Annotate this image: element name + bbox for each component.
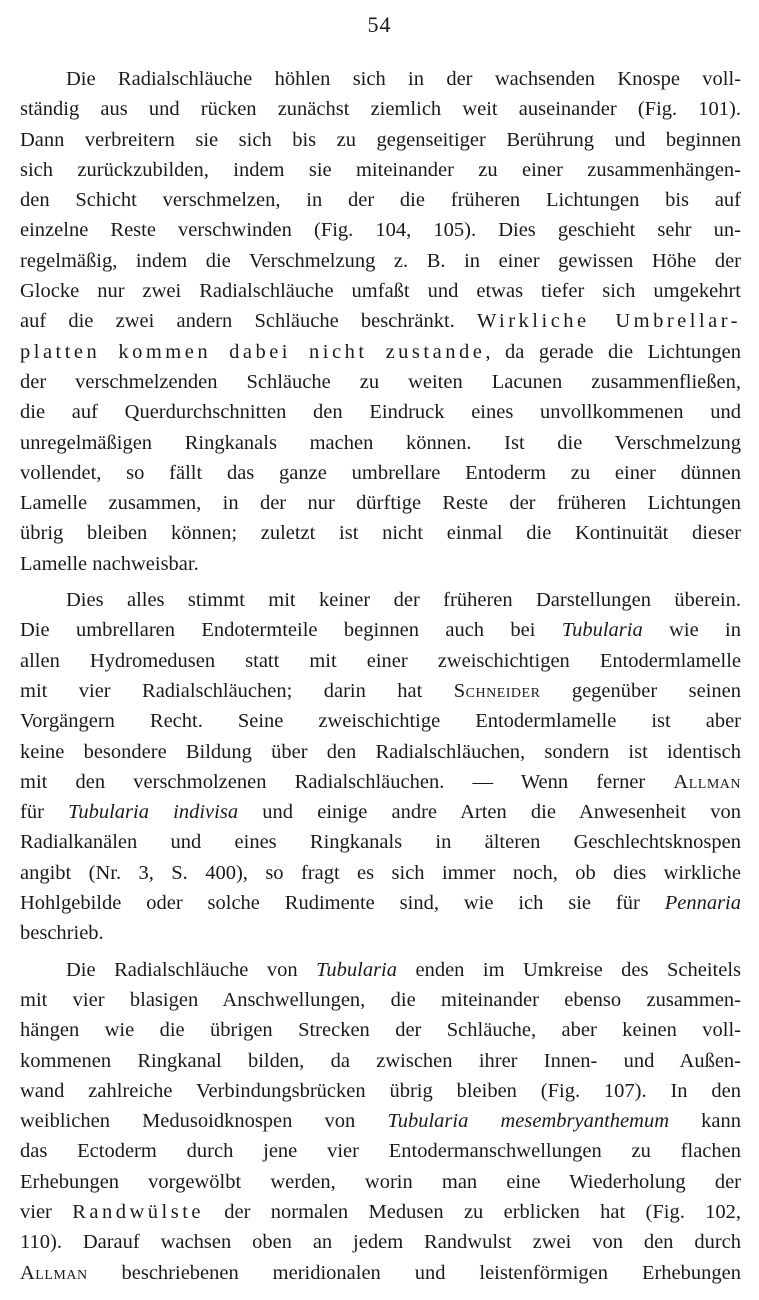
text-line — [20, 1197, 741, 1227]
text-line: sich zurückzubilden, indem sie miteinander zu einer zusammenhängen- — [20, 158, 741, 181]
spaced-run: platten kommen dabei nicht zustande — [20, 340, 486, 363]
text-line: Vorgängern Recht. Seine zweischichtige Entodermlamelle ist aber — [20, 710, 741, 733]
text-run: vier — [20, 1200, 73, 1223]
text-line: unregelmäßigen Ringkanals machen können. Ist die Verschmelzung — [20, 431, 741, 454]
text-line: Lamelle zusammen, in der nur dürftige Reste der früheren Lichtungen — [20, 492, 741, 515]
text-run: , da gerade die Lichtungen — [485, 340, 741, 363]
text-line — [20, 767, 741, 797]
text-line: Radialkanälen und eines Ringkanals in älteren Geschlechtsknospen — [20, 831, 741, 854]
text-line: angibt (Nr. 3, S. 400), so fragt es sich immer noch, ob dies wirkliche — [20, 861, 741, 884]
italic-run: Pennaria — [664, 892, 741, 915]
body-text — [20, 64, 741, 1288]
text-run: für — [20, 801, 69, 824]
text-run: gegenüber seinen — [540, 679, 741, 702]
text-line: wand zahlreiche Verbindungsbrücken übrig bleiben (Fig. 107). In den — [20, 1079, 741, 1102]
italic-run: Tubularia mesembryanthemum — [387, 1110, 670, 1133]
text-line — [20, 888, 741, 918]
text-run: enden im Umkreise des Scheitels — [397, 958, 741, 981]
text-line — [20, 306, 741, 336]
spaced-run: Randwülste — [72, 1200, 204, 1223]
text-run: mit den verschmolzenen Radialschläuchen. — Wenn ferner — [20, 770, 674, 793]
text-line — [20, 1106, 741, 1136]
text-line: einzelne Reste verschwinden (Fig. 104, 105). Dies geschieht sehr un- — [20, 219, 741, 242]
text-run: weiblichen Medusoidknospen von — [20, 1110, 388, 1133]
text-run: Die umbrellaren Endotermteile beginnen auch bei — [20, 619, 562, 642]
text-run: mit vier Radialschläuchen; darin hat — [20, 679, 454, 702]
italic-run: Tubularia — [316, 958, 397, 981]
text-line: übrig bleiben können; zuletzt ist nicht einmal die Kontinuität dieser — [20, 522, 741, 545]
text-line: keine besondere Bildung über den Radialschläuchen, sondern ist identisch — [20, 740, 741, 763]
text-line: der verschmelzenden Schläuche zu weiten Lacunen zusammenfließen, — [20, 370, 741, 393]
text-run: wie in — [642, 619, 741, 642]
text-line: kommenen Ringkanal bilden, da zwischen ihrer Innen- und Außen- — [20, 1049, 741, 1072]
text-run: Hohlgebilde oder solche Rudimente sind, wie ich sie für — [20, 892, 665, 915]
text-run: der normalen Medusen zu erblicken hat (Fig. 102, — [203, 1200, 742, 1223]
italic-run: Tubularia — [561, 619, 643, 642]
text-line: ständig aus und rücken zunächst ziemlich weit auseinander (Fig. 101). — [20, 98, 741, 121]
text-line — [20, 797, 741, 827]
text-line: Glocke nur zwei Radialschläuche umfaßt und etwas tiefer sich umgekehrt — [20, 280, 741, 303]
text-line — [20, 337, 741, 367]
paragraph — [20, 64, 741, 579]
text-run: kann — [669, 1110, 742, 1133]
text-line: den Schicht verschmelzen, in der die früheren Lichtungen bis auf — [20, 189, 741, 212]
page-number: 54 — [367, 12, 392, 37]
text-line: Dies alles stimmt mit keiner der früheren Darstellungen überein. — [66, 589, 741, 612]
text-line — [20, 676, 741, 706]
paragraph — [20, 585, 741, 949]
small-caps-run: Allman — [673, 770, 741, 793]
small-caps-run: Allman — [20, 1261, 88, 1284]
italic-run: Tubularia indivisa — [68, 801, 239, 824]
text-line: allen Hydromedusen statt mit einer zweischichtigen Entodermlamelle — [20, 649, 741, 672]
text-run: auf die zwei andern Schläuche beschränkt. — [20, 310, 477, 333]
paragraph — [20, 955, 741, 1288]
text-run: Die Radialschläuche von — [66, 958, 317, 981]
text-line — [20, 1258, 741, 1288]
text-line: die auf Querdurchschnitten den Eindruck eines unvollkommenen und — [20, 401, 741, 424]
text-line — [20, 955, 741, 985]
text-line: mit vier blasigen Anschwellungen, die miteinander ebenso zusammen- — [20, 988, 741, 1011]
text-line — [20, 615, 741, 645]
text-line: Erhebungen vorgewölbt werden, worin man eine Wiederholung der — [20, 1170, 741, 1193]
text-line: hängen wie die übrigen Strecken der Schläuche, aber keinen voll- — [20, 1019, 741, 1042]
text-line: beschrieb. — [20, 922, 104, 945]
text-line: Die Radialschläuche höhlen sich in der wachsenden Knospe voll- — [66, 68, 741, 90]
text-line: 110). Darauf wachsen oben an jedem Randwulst zwei von den durch — [20, 1231, 741, 1254]
text-line: Dann verbreitern sie sich bis zu gegenseitiger Berührung und beginnen — [20, 128, 741, 151]
text-line: vollendet, so fällt das ganze umbrellare Entoderm zu einer dünnen — [20, 461, 741, 484]
small-caps-run: Schneider — [453, 679, 541, 702]
text-line: das Ectoderm durch jene vier Entodermanschwellungen zu flachen — [20, 1140, 741, 1163]
text-run: beschriebenen meridionalen und leistenförmigen Erhebungen — [87, 1261, 741, 1284]
text-line: Lamelle nachweisbar. — [20, 552, 199, 575]
text-run: und einige andre Arten die Anwesenheit von — [238, 801, 741, 824]
text-line: regelmäßig, indem die Verschmelzung z. B. in einer gewissen Höhe der — [20, 249, 741, 272]
spaced-run: Wirkliche Umbrellar- — [477, 310, 741, 333]
